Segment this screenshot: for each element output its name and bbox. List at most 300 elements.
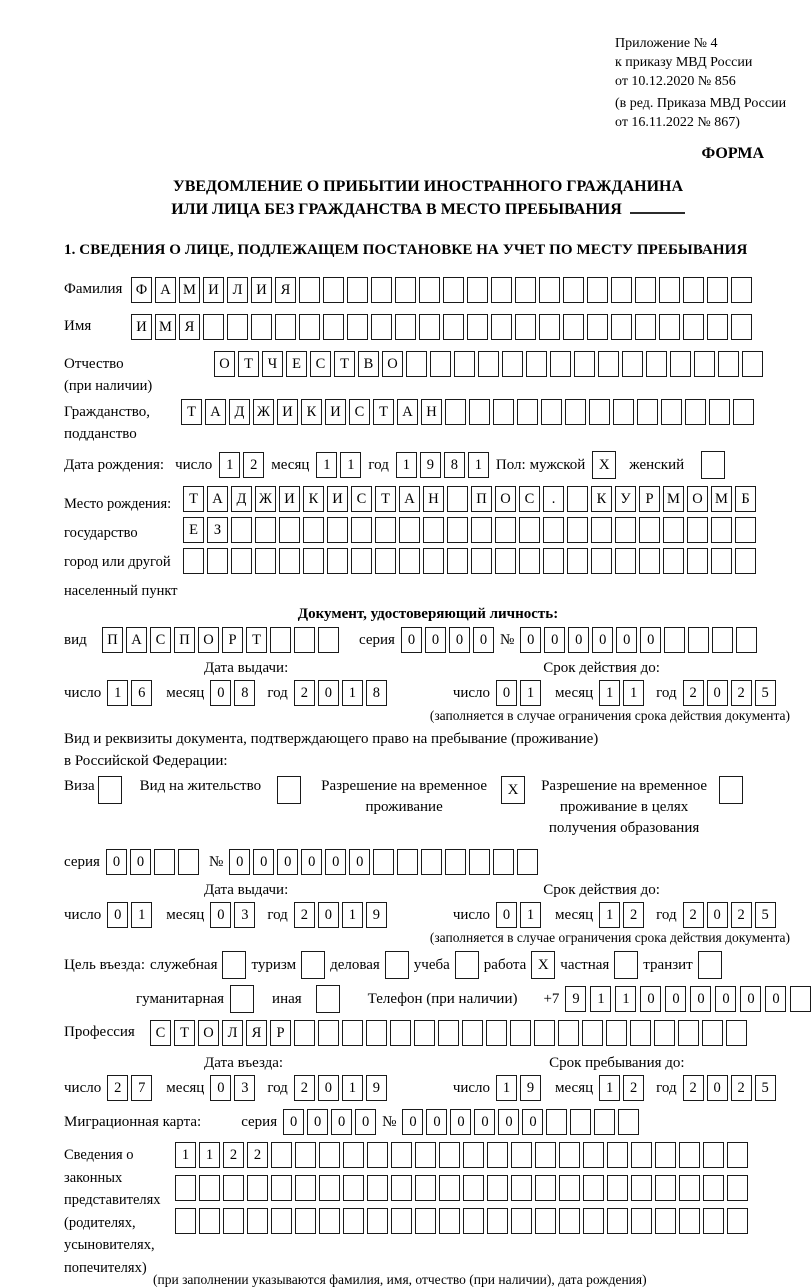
- char-cell[interactable]: [438, 1020, 459, 1046]
- char-cell[interactable]: 8: [366, 680, 387, 706]
- char-cell[interactable]: А: [155, 277, 176, 303]
- char-cell[interactable]: [639, 517, 660, 543]
- purpose-humanitarian-checkbox[interactable]: [230, 985, 254, 1013]
- char-cell[interactable]: [559, 1175, 580, 1201]
- char-cell[interactable]: [351, 517, 372, 543]
- char-cell[interactable]: [367, 1142, 388, 1168]
- char-cell[interactable]: 0: [426, 1109, 447, 1135]
- char-cell[interactable]: [702, 1020, 723, 1046]
- char-cell[interactable]: 2: [294, 680, 315, 706]
- char-cell[interactable]: [183, 548, 204, 574]
- char-cell[interactable]: З: [207, 517, 228, 543]
- char-cell[interactable]: [271, 1142, 292, 1168]
- char-cell[interactable]: 0: [355, 1109, 376, 1135]
- char-cell[interactable]: 9: [366, 902, 387, 928]
- char-cell[interactable]: [517, 849, 538, 875]
- char-cell[interactable]: [469, 849, 490, 875]
- char-cell[interactable]: 0: [229, 849, 250, 875]
- char-cell[interactable]: 0: [498, 1109, 519, 1135]
- char-cell[interactable]: [207, 548, 228, 574]
- male-checkbox[interactable]: X: [592, 451, 616, 479]
- char-cell[interactable]: [467, 314, 488, 340]
- char-cell[interactable]: 0: [277, 849, 298, 875]
- char-cell[interactable]: 0: [740, 986, 761, 1012]
- char-cell[interactable]: [443, 314, 464, 340]
- char-cell[interactable]: Н: [423, 486, 444, 512]
- char-cell[interactable]: 5: [755, 902, 776, 928]
- char-cell[interactable]: [655, 1208, 676, 1234]
- char-cell[interactable]: [399, 517, 420, 543]
- char-cell[interactable]: Т: [246, 627, 267, 653]
- char-cell[interactable]: [718, 351, 739, 377]
- char-cell[interactable]: [439, 1208, 460, 1234]
- char-cell[interactable]: 2: [247, 1142, 268, 1168]
- char-cell[interactable]: К: [301, 399, 322, 425]
- purpose-private-checkbox[interactable]: [614, 951, 638, 979]
- char-cell[interactable]: [175, 1175, 196, 1201]
- char-cell[interactable]: 9: [565, 986, 586, 1012]
- char-cell[interactable]: [613, 399, 634, 425]
- char-cell[interactable]: [279, 517, 300, 543]
- char-cell[interactable]: [295, 1142, 316, 1168]
- char-cell[interactable]: И: [251, 277, 272, 303]
- char-cell[interactable]: [415, 1208, 436, 1234]
- char-cell[interactable]: 0: [707, 902, 728, 928]
- purpose-other-checkbox[interactable]: [316, 985, 340, 1013]
- char-cell[interactable]: [711, 517, 732, 543]
- char-cell[interactable]: [615, 517, 636, 543]
- char-cell[interactable]: [318, 627, 339, 653]
- char-cell[interactable]: [447, 486, 468, 512]
- char-cell[interactable]: [679, 1142, 700, 1168]
- char-cell[interactable]: [463, 1142, 484, 1168]
- char-cell[interactable]: [279, 548, 300, 574]
- char-cell[interactable]: [735, 548, 756, 574]
- char-cell[interactable]: 9: [366, 1075, 387, 1101]
- char-cell[interactable]: И: [203, 277, 224, 303]
- char-cell[interactable]: Ф: [131, 277, 152, 303]
- char-cell[interactable]: [227, 314, 248, 340]
- char-cell[interactable]: [467, 277, 488, 303]
- char-cell[interactable]: [430, 351, 451, 377]
- char-cell[interactable]: Ж: [255, 486, 276, 512]
- char-cell[interactable]: [685, 399, 706, 425]
- char-cell[interactable]: О: [198, 627, 219, 653]
- char-cell[interactable]: [707, 314, 728, 340]
- char-cell[interactable]: [351, 548, 372, 574]
- char-cell[interactable]: О: [382, 351, 403, 377]
- char-cell[interactable]: [495, 517, 516, 543]
- char-cell[interactable]: 0: [283, 1109, 304, 1135]
- char-cell[interactable]: [371, 314, 392, 340]
- char-cell[interactable]: [726, 1020, 747, 1046]
- char-cell[interactable]: [535, 1142, 556, 1168]
- char-cell[interactable]: 8: [234, 680, 255, 706]
- char-cell[interactable]: 0: [318, 902, 339, 928]
- char-cell[interactable]: [423, 517, 444, 543]
- purpose-study-checkbox[interactable]: [455, 951, 479, 979]
- char-cell[interactable]: Я: [179, 314, 200, 340]
- char-cell[interactable]: [395, 277, 416, 303]
- char-cell[interactable]: [373, 849, 394, 875]
- char-cell[interactable]: [683, 314, 704, 340]
- char-cell[interactable]: 1: [590, 986, 611, 1012]
- char-cell[interactable]: [659, 277, 680, 303]
- char-cell[interactable]: 1: [342, 680, 363, 706]
- char-cell[interactable]: [343, 1175, 364, 1201]
- char-cell[interactable]: 0: [318, 680, 339, 706]
- char-cell[interactable]: [567, 548, 588, 574]
- char-cell[interactable]: 0: [640, 627, 661, 653]
- char-cell[interactable]: А: [205, 399, 226, 425]
- char-cell[interactable]: [247, 1208, 268, 1234]
- char-cell[interactable]: 9: [520, 1075, 541, 1101]
- char-cell[interactable]: 2: [243, 452, 264, 478]
- char-cell[interactable]: 2: [683, 902, 704, 928]
- char-cell[interactable]: Л: [227, 277, 248, 303]
- char-cell[interactable]: [303, 548, 324, 574]
- char-cell[interactable]: 2: [294, 1075, 315, 1101]
- char-cell[interactable]: [558, 1020, 579, 1046]
- char-cell[interactable]: [319, 1175, 340, 1201]
- char-cell[interactable]: [539, 277, 560, 303]
- char-cell[interactable]: [622, 351, 643, 377]
- char-cell[interactable]: [635, 314, 656, 340]
- char-cell[interactable]: [454, 351, 475, 377]
- char-cell[interactable]: [637, 399, 658, 425]
- char-cell[interactable]: 2: [731, 1075, 752, 1101]
- char-cell[interactable]: 9: [420, 452, 441, 478]
- char-cell[interactable]: [663, 517, 684, 543]
- temp-residence-edu-checkbox[interactable]: [719, 776, 743, 804]
- char-cell[interactable]: 1: [599, 902, 620, 928]
- char-cell[interactable]: 0: [449, 627, 470, 653]
- char-cell[interactable]: [567, 517, 588, 543]
- char-cell[interactable]: Е: [183, 517, 204, 543]
- purpose-tourism-checkbox[interactable]: [301, 951, 325, 979]
- char-cell[interactable]: С: [150, 1020, 171, 1046]
- char-cell[interactable]: Е: [286, 351, 307, 377]
- char-cell[interactable]: 0: [690, 986, 711, 1012]
- char-cell[interactable]: Л: [222, 1020, 243, 1046]
- char-cell[interactable]: О: [214, 351, 235, 377]
- char-cell[interactable]: 1: [340, 452, 361, 478]
- char-cell[interactable]: [631, 1208, 652, 1234]
- char-cell[interactable]: [733, 399, 754, 425]
- char-cell[interactable]: [469, 399, 490, 425]
- char-cell[interactable]: [366, 1020, 387, 1046]
- char-cell[interactable]: [271, 1175, 292, 1201]
- char-cell[interactable]: [589, 399, 610, 425]
- temp-residence-checkbox[interactable]: X: [501, 776, 525, 804]
- char-cell[interactable]: И: [131, 314, 152, 340]
- char-cell[interactable]: [565, 399, 586, 425]
- char-cell[interactable]: 0: [765, 986, 786, 1012]
- char-cell[interactable]: [347, 277, 368, 303]
- char-cell[interactable]: [583, 1142, 604, 1168]
- char-cell[interactable]: 0: [640, 986, 661, 1012]
- char-cell[interactable]: [502, 351, 523, 377]
- char-cell[interactable]: [445, 399, 466, 425]
- char-cell[interactable]: [367, 1175, 388, 1201]
- char-cell[interactable]: 0: [349, 849, 370, 875]
- char-cell[interactable]: С: [351, 486, 372, 512]
- char-cell[interactable]: [323, 314, 344, 340]
- char-cell[interactable]: 2: [223, 1142, 244, 1168]
- char-cell[interactable]: [270, 627, 291, 653]
- char-cell[interactable]: 1: [107, 680, 128, 706]
- char-cell[interactable]: [255, 548, 276, 574]
- char-cell[interactable]: [550, 351, 571, 377]
- char-cell[interactable]: [570, 1109, 591, 1135]
- char-cell[interactable]: С: [150, 627, 171, 653]
- char-cell[interactable]: 1: [175, 1142, 196, 1168]
- char-cell[interactable]: 1: [219, 452, 240, 478]
- char-cell[interactable]: [462, 1020, 483, 1046]
- char-cell[interactable]: 0: [210, 1075, 231, 1101]
- char-cell[interactable]: [587, 277, 608, 303]
- char-cell[interactable]: [709, 399, 730, 425]
- char-cell[interactable]: 2: [623, 1075, 644, 1101]
- char-cell[interactable]: 0: [473, 627, 494, 653]
- char-cell[interactable]: [727, 1175, 748, 1201]
- char-cell[interactable]: 1: [342, 902, 363, 928]
- char-cell[interactable]: 1: [131, 902, 152, 928]
- char-cell[interactable]: [646, 351, 667, 377]
- char-cell[interactable]: 0: [616, 627, 637, 653]
- char-cell[interactable]: [587, 314, 608, 340]
- char-cell[interactable]: [543, 517, 564, 543]
- char-cell[interactable]: [591, 517, 612, 543]
- char-cell[interactable]: 0: [474, 1109, 495, 1135]
- char-cell[interactable]: [574, 351, 595, 377]
- char-cell[interactable]: Д: [229, 399, 250, 425]
- char-cell[interactable]: [606, 1020, 627, 1046]
- char-cell[interactable]: [247, 1175, 268, 1201]
- char-cell[interactable]: [598, 351, 619, 377]
- char-cell[interactable]: 0: [544, 627, 565, 653]
- char-cell[interactable]: [535, 1208, 556, 1234]
- char-cell[interactable]: 1: [520, 902, 541, 928]
- char-cell[interactable]: И: [277, 399, 298, 425]
- char-cell[interactable]: [611, 277, 632, 303]
- char-cell[interactable]: 0: [425, 627, 446, 653]
- char-cell[interactable]: [664, 627, 685, 653]
- char-cell[interactable]: 1: [599, 680, 620, 706]
- char-cell[interactable]: М: [711, 486, 732, 512]
- char-cell[interactable]: [688, 627, 709, 653]
- char-cell[interactable]: Т: [181, 399, 202, 425]
- char-cell[interactable]: [439, 1175, 460, 1201]
- char-cell[interactable]: [679, 1175, 700, 1201]
- char-cell[interactable]: [415, 1142, 436, 1168]
- char-cell[interactable]: [487, 1175, 508, 1201]
- char-cell[interactable]: [735, 517, 756, 543]
- char-cell[interactable]: [399, 548, 420, 574]
- char-cell[interactable]: О: [198, 1020, 219, 1046]
- char-cell[interactable]: С: [349, 399, 370, 425]
- char-cell[interactable]: [495, 548, 516, 574]
- char-cell[interactable]: [594, 1109, 615, 1135]
- char-cell[interactable]: А: [207, 486, 228, 512]
- char-cell[interactable]: 0: [707, 680, 728, 706]
- char-cell[interactable]: М: [155, 314, 176, 340]
- char-cell[interactable]: А: [399, 486, 420, 512]
- purpose-work-checkbox[interactable]: X: [531, 951, 555, 979]
- char-cell[interactable]: [318, 1020, 339, 1046]
- char-cell[interactable]: 0: [331, 1109, 352, 1135]
- char-cell[interactable]: 3: [234, 902, 255, 928]
- char-cell[interactable]: [447, 548, 468, 574]
- char-cell[interactable]: [271, 1208, 292, 1234]
- char-cell[interactable]: Ж: [253, 399, 274, 425]
- char-cell[interactable]: 0: [325, 849, 346, 875]
- char-cell[interactable]: [255, 517, 276, 543]
- char-cell[interactable]: В: [358, 351, 379, 377]
- char-cell[interactable]: [654, 1020, 675, 1046]
- purpose-transit-checkbox[interactable]: [698, 951, 722, 979]
- char-cell[interactable]: [299, 277, 320, 303]
- char-cell[interactable]: Т: [238, 351, 259, 377]
- char-cell[interactable]: [231, 517, 252, 543]
- char-cell[interactable]: [639, 548, 660, 574]
- female-checkbox[interactable]: [701, 451, 725, 479]
- char-cell[interactable]: [491, 277, 512, 303]
- char-cell[interactable]: Т: [375, 486, 396, 512]
- char-cell[interactable]: [390, 1020, 411, 1046]
- char-cell[interactable]: [478, 351, 499, 377]
- char-cell[interactable]: [707, 277, 728, 303]
- char-cell[interactable]: [231, 548, 252, 574]
- char-cell[interactable]: 2: [683, 680, 704, 706]
- char-cell[interactable]: 0: [210, 902, 231, 928]
- char-cell[interactable]: 0: [318, 1075, 339, 1101]
- char-cell[interactable]: [703, 1208, 724, 1234]
- char-cell[interactable]: [736, 627, 757, 653]
- char-cell[interactable]: [423, 548, 444, 574]
- char-cell[interactable]: 1: [316, 452, 337, 478]
- char-cell[interactable]: [631, 1175, 652, 1201]
- char-cell[interactable]: 5: [755, 680, 776, 706]
- char-cell[interactable]: 1: [342, 1075, 363, 1101]
- char-cell[interactable]: [391, 1175, 412, 1201]
- char-cell[interactable]: Д: [231, 486, 252, 512]
- char-cell[interactable]: [223, 1208, 244, 1234]
- char-cell[interactable]: [582, 1020, 603, 1046]
- char-cell[interactable]: [323, 277, 344, 303]
- char-cell[interactable]: 0: [301, 849, 322, 875]
- char-cell[interactable]: [371, 277, 392, 303]
- char-cell[interactable]: [493, 849, 514, 875]
- char-cell[interactable]: [487, 1142, 508, 1168]
- char-cell[interactable]: 0: [107, 902, 128, 928]
- char-cell[interactable]: Б: [735, 486, 756, 512]
- char-cell[interactable]: Я: [246, 1020, 267, 1046]
- char-cell[interactable]: [443, 277, 464, 303]
- char-cell[interactable]: [635, 277, 656, 303]
- char-cell[interactable]: 1: [199, 1142, 220, 1168]
- char-cell[interactable]: [511, 1175, 532, 1201]
- char-cell[interactable]: 1: [520, 680, 541, 706]
- char-cell[interactable]: У: [615, 486, 636, 512]
- char-cell[interactable]: О: [495, 486, 516, 512]
- char-cell[interactable]: [611, 314, 632, 340]
- char-cell[interactable]: [567, 486, 588, 512]
- char-cell[interactable]: 0: [592, 627, 613, 653]
- char-cell[interactable]: [347, 314, 368, 340]
- char-cell[interactable]: [712, 627, 733, 653]
- char-cell[interactable]: [515, 314, 536, 340]
- char-cell[interactable]: Р: [222, 627, 243, 653]
- char-cell[interactable]: [563, 314, 584, 340]
- char-cell[interactable]: [661, 399, 682, 425]
- char-cell[interactable]: [397, 849, 418, 875]
- char-cell[interactable]: М: [179, 277, 200, 303]
- char-cell[interactable]: [607, 1208, 628, 1234]
- char-cell[interactable]: П: [471, 486, 492, 512]
- char-cell[interactable]: [319, 1208, 340, 1234]
- char-cell[interactable]: [154, 849, 175, 875]
- char-cell[interactable]: [655, 1142, 676, 1168]
- char-cell[interactable]: [295, 1175, 316, 1201]
- visa-checkbox[interactable]: [98, 776, 122, 804]
- char-cell[interactable]: [591, 548, 612, 574]
- char-cell[interactable]: [175, 1208, 196, 1234]
- char-cell[interactable]: [731, 314, 752, 340]
- char-cell[interactable]: [563, 277, 584, 303]
- char-cell[interactable]: [727, 1208, 748, 1234]
- char-cell[interactable]: [583, 1208, 604, 1234]
- char-cell[interactable]: [631, 1142, 652, 1168]
- char-cell[interactable]: С: [519, 486, 540, 512]
- char-cell[interactable]: [655, 1175, 676, 1201]
- char-cell[interactable]: .: [543, 486, 564, 512]
- char-cell[interactable]: К: [591, 486, 612, 512]
- char-cell[interactable]: [463, 1175, 484, 1201]
- char-cell[interactable]: [607, 1142, 628, 1168]
- char-cell[interactable]: 0: [715, 986, 736, 1012]
- char-cell[interactable]: [687, 517, 708, 543]
- char-cell[interactable]: А: [397, 399, 418, 425]
- char-cell[interactable]: [471, 517, 492, 543]
- char-cell[interactable]: И: [325, 399, 346, 425]
- char-cell[interactable]: 5: [755, 1075, 776, 1101]
- char-cell[interactable]: [515, 277, 536, 303]
- char-cell[interactable]: Я: [275, 277, 296, 303]
- char-cell[interactable]: И: [279, 486, 300, 512]
- purpose-business-checkbox[interactable]: [385, 951, 409, 979]
- char-cell[interactable]: [615, 548, 636, 574]
- char-cell[interactable]: [199, 1208, 220, 1234]
- char-cell[interactable]: [471, 548, 492, 574]
- char-cell[interactable]: [694, 351, 715, 377]
- char-cell[interactable]: [223, 1175, 244, 1201]
- char-cell[interactable]: [391, 1142, 412, 1168]
- char-cell[interactable]: 2: [731, 680, 752, 706]
- char-cell[interactable]: [414, 1020, 435, 1046]
- char-cell[interactable]: [711, 548, 732, 574]
- char-cell[interactable]: 0: [520, 627, 541, 653]
- char-cell[interactable]: 2: [107, 1075, 128, 1101]
- char-cell[interactable]: [203, 314, 224, 340]
- char-cell[interactable]: Р: [270, 1020, 291, 1046]
- char-cell[interactable]: [510, 1020, 531, 1046]
- char-cell[interactable]: [319, 1142, 340, 1168]
- char-cell[interactable]: К: [303, 486, 324, 512]
- char-cell[interactable]: [526, 351, 547, 377]
- char-cell[interactable]: [790, 986, 811, 1012]
- purpose-official-checkbox[interactable]: [222, 951, 246, 979]
